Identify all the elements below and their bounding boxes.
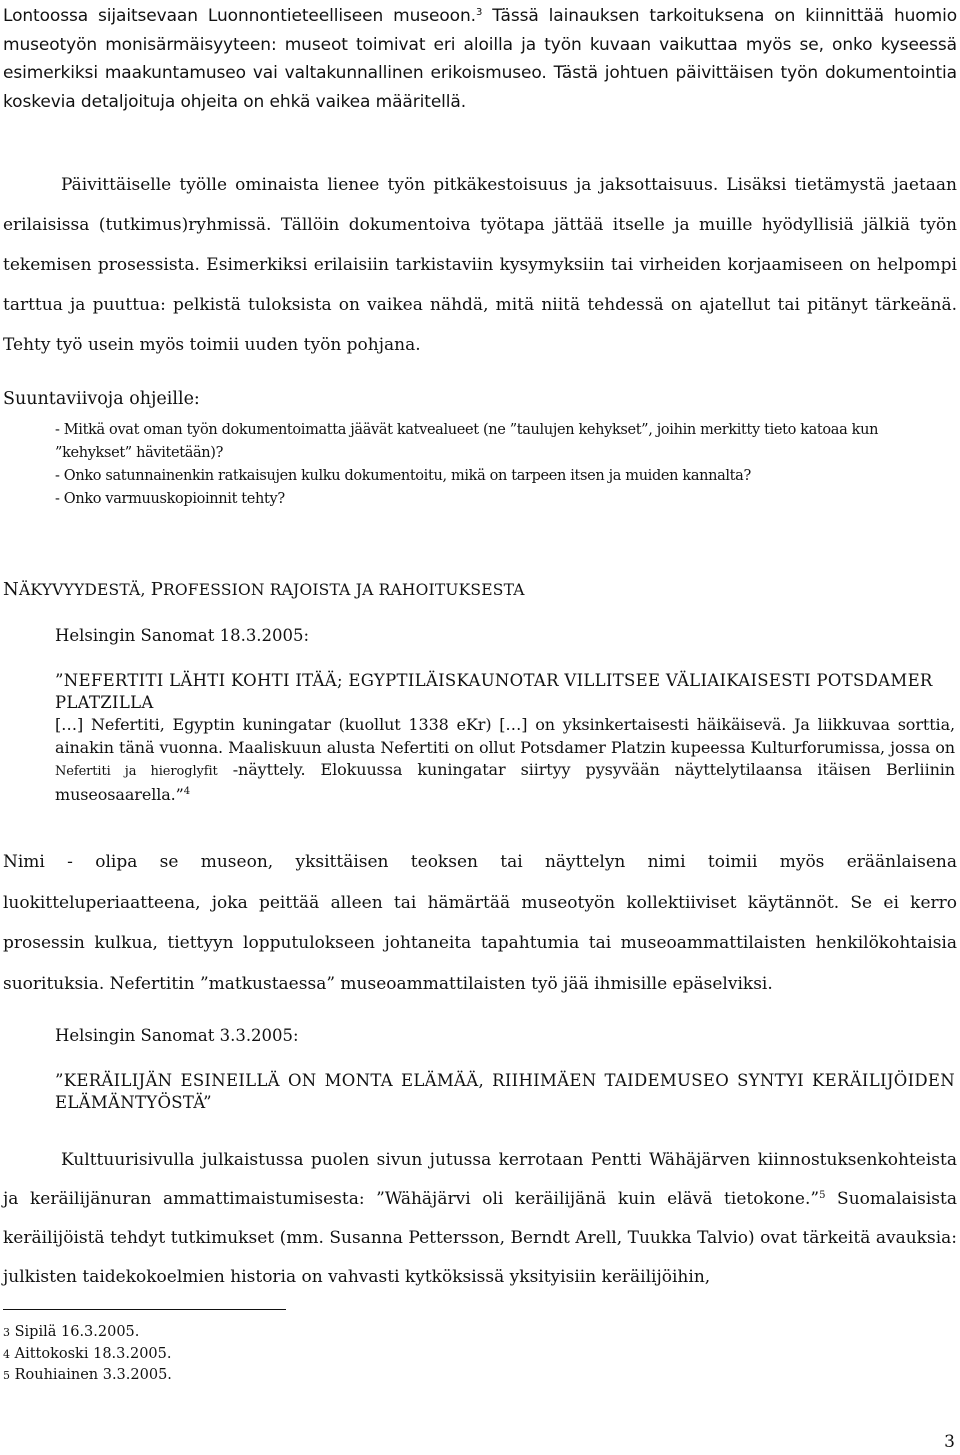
quote-2-title: ”KERÄILIJÄN ESINEILLÄ ON MONTA ELÄMÄÄ, RIIHIMÄEN TAIDEMUSEO SYNTYI KERÄILIJÖIDEN ELÄMÄNTYÖSTÄ” — [55, 1071, 955, 1112]
quote-1-body-end: -näyttely. Elokuussa kuningatar siirtyy pysyvään näyttelytilaansa itäisen Berliinin museosaarella.” — [55, 760, 956, 804]
footnote — [3, 1322, 172, 1344]
heading-part-1: ÄKYVYYDESTÄ — [18, 581, 141, 599]
paragraph-1 — [3, 2, 957, 116]
quote-1-title: ”NEFERTITI LÄHTI KOHTI ITÄÄ; EGYPTILÄISKAUNOTAR VILLITSEE VÄLIAIKAISESTI POTSDAMER PLATZILLA — [55, 671, 933, 712]
footnote — [3, 1344, 172, 1366]
quote-2-source: Helsingin Sanomat 3.3.2005: — [55, 1026, 299, 1045]
heading-part-2: ROFESSION RAJOISTA JA RAHOITUKSESTA — [163, 581, 525, 599]
paragraph-4-text-start: Kulttuurisivulla julkaistussa puolen sivun jutussa kerrotaan Pentti Wähäjärven kiinnostuksenkohteista ja keräilijänuran ammattimaistumisesta: ”Wähäjärvi oli keräilijänä kuin elävä tietokone.” — [3, 1150, 957, 1209]
footnotes — [3, 1322, 172, 1387]
heading-separator: , — [140, 581, 151, 599]
footnote-ref-3: 3 — [475, 7, 483, 18]
paragraph-2: Päivittäiselle työlle ominaista lienee työn pitkäkestoisuus ja jaksottaisuus. Lisäksi tietämystä jaetaan erilaisissa (tutkimus)ryhmissä. Tällöin dokumentoiva työtapa jättää itselle ja muille hyödyllisiä jälkiä työn tekemisen prosessista. Esimerkiksi erilaisiin tarkistaviin kysymyksiin tai virheiden korjaamiseen on helpompi tarttua ja puuttua: pelkistä tuloksista on vaikea nähdä, mitä niitä tehdessä on ajatellut tai pitänyt tärkeänä. Tehty työ usein myös toimii uuden työn pohjana. — [3, 175, 957, 355]
exhibition-name: Nefertiti ja hieroglyfit — [55, 764, 218, 779]
quote-1 — [55, 670, 955, 806]
footnote-number: 5 — [3, 1369, 10, 1382]
page-number: 3 — [944, 1432, 955, 1452]
section-heading — [3, 580, 957, 600]
footnote-ref-5: 5 — [819, 1190, 826, 1201]
paragraph-1-text-start: Lontoossa sijaitsevaan Luonnontieteelliseen museoon. — [3, 6, 476, 26]
guidelines-label: Suuntaviivoja ohjeille: — [3, 389, 200, 409]
quote-1-source: Helsingin Sanomat 18.3.2005: — [55, 626, 310, 645]
paragraph-4-text-end: Suomalaisista keräilijöistä tehdyt tutkimukset (mm. Susanna Pettersson, Berndt Arell, Tuukka Talvio) ovat tärkeitä avauksia: julkisten taidekokoelmien historia on vahvasti kytköksissä yksityisiin keräilijöihin, — [3, 1189, 957, 1287]
footnote-text: Rouhiainen 3.3.2005. — [14, 1367, 172, 1383]
guideline-item: - Mitkä ovat oman työn dokumentoimatta jäävät katvealueet (ne ”taulujen kehykset”, joihin merkitty tieto katoaa kun ”kehykset” hävitetään)? — [55, 422, 879, 461]
footnote-number: 3 — [3, 1326, 10, 1339]
guideline-item: - Onko varmuuskopioinnit tehty? — [55, 491, 285, 507]
guidelines-list — [55, 419, 955, 511]
paragraph-3: Nimi - olipa se museon, yksittäisen teoksen tai näyttelyn nimi toimii myös eräänlaisena luokitteluperiaatteena, joka peittää alleen tai hämärtää museotyön kollektiiviset käytännöt. Se ei kerro prosessin kulkua, tiettyyn lopputulokseen johtaneita tapahtumia tai museoammattilaisten henkilökohtaisia suorituksia. Nefertitin ”matkustaessa” museoammattilaisten työ jää ihmisille epäselviksi. — [3, 852, 957, 994]
footnote-number: 4 — [3, 1347, 10, 1361]
footnote-divider — [3, 1309, 286, 1310]
footnote-text: Sipilä 16.3.2005. — [14, 1324, 140, 1340]
footnote-ref-4: 4 — [183, 785, 191, 797]
footnote-text: Aittokoski 18.3.2005. — [14, 1345, 172, 1362]
quote-1-body-start: […] Nefertiti, Egyptin kuningatar (kuollut 1338 eKr) […] on yksinkertaisesti häikäisevä. Ja liikkuvaa sorttia, ainakin tänä vuonna. Maaliskuun alusta Nefertiti on ollut Potsdamer Platzin kupeessa Kulturforumissa, jossa on — [55, 715, 955, 757]
heading-initial: N — [3, 579, 19, 600]
footnote — [3, 1365, 172, 1387]
guideline-item: - Onko satunnainenkin ratkaisujen kulku dokumentoitu, mikä on tarpeen itsen ja muiden kannalta? — [55, 468, 751, 484]
heading-initial-2: P — [150, 579, 164, 600]
quote-1-body — [55, 714, 955, 806]
paragraph-1-text-end: Tässä lainauksen tarkoituksena on kiinnittää huomio museotyön monisärmäisyyteen: museot toimivat eri aloilla ja työn kuvaan vaikuttaa myös se, onko kyseessä esimerkiksi maakuntamuseo vai valtakunnallinen erikoismuseo. Tästä johtuen päivittäisen työn dokumentointia koskevia detaljoituja ohjeita on ehkä vaikea määritellä. — [3, 6, 957, 112]
paragraph-4 — [3, 1141, 957, 1297]
